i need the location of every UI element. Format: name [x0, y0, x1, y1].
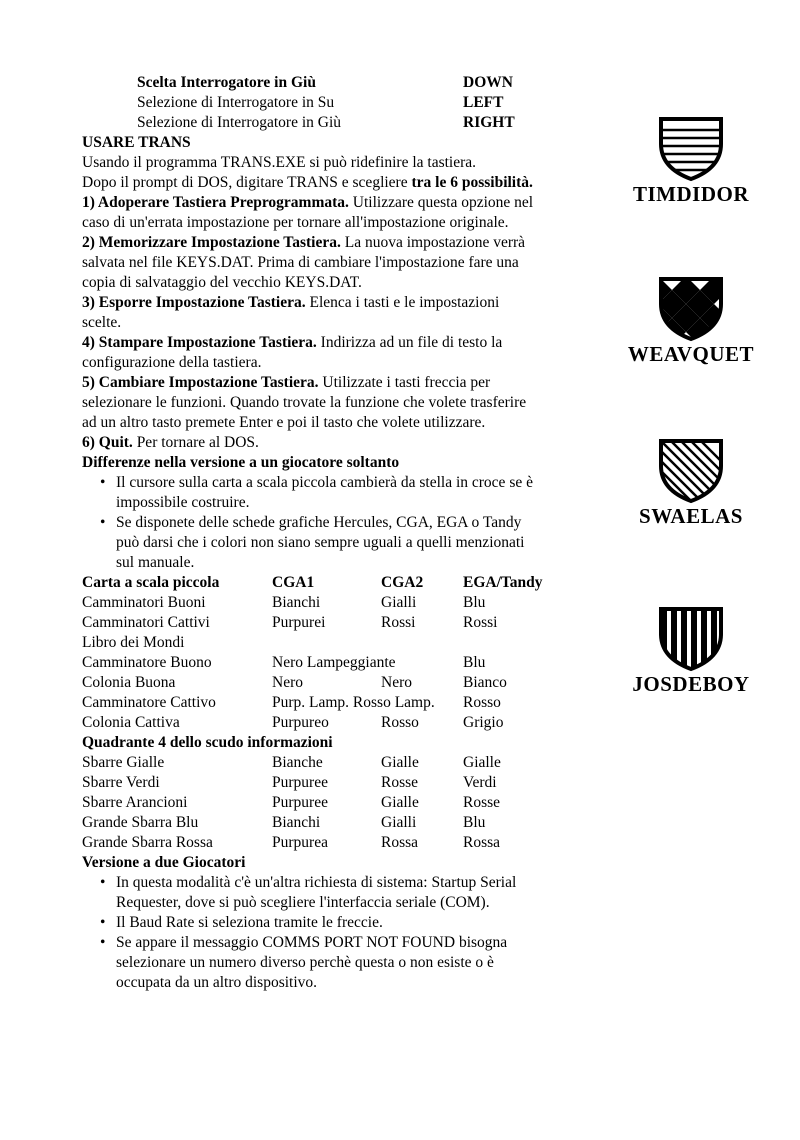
bullet-line: • Se appare il messaggio COMMS PORT NOT FOUND bisogna: [116, 934, 508, 951]
option-title: 4) Stampare Impostazione Tastiera.: [82, 334, 317, 351]
shield-checkered-icon: [658, 276, 724, 342]
table-header: Carta a scala piccola: [82, 574, 220, 591]
shield-horizontal-bars-icon: [658, 116, 724, 182]
bullet-line: • In questa modalità c'è un'altra richiesta di sistema: Startup Serial: [116, 874, 517, 891]
table-cell: Purpuree: [272, 774, 328, 791]
option-text: La nuova impostazione verrà: [344, 234, 526, 251]
key-value: DOWN: [463, 74, 513, 91]
table-cell: Colonia Buona: [82, 674, 176, 691]
table-cell: Grande Sbarra Blu: [82, 814, 199, 831]
table-cell: Gialli: [381, 814, 417, 831]
option-text: Elenca i tasti e le impostazioni: [309, 294, 500, 311]
key-label: Selezione di Interrogatore in Su: [137, 94, 335, 111]
table-row: [82, 773, 501, 793]
table-row: [82, 713, 543, 733]
bullet-line: selezionare un numero diverso perchè questa o non esiste o è: [116, 954, 494, 971]
crest-swaelas: [601, 438, 781, 526]
section-heading-shield: Quadrante 4 dello scudo informazioni: [82, 734, 333, 751]
option-title: 2) Memorizzare Impostazione Tastiera.: [82, 234, 341, 251]
single-bullet-list: [82, 473, 612, 573]
trans-option: [82, 293, 612, 313]
crest-name: JOSDEBOY: [632, 672, 750, 696]
trans-intro-text: Dopo il prompt di DOS, digitare TRANS e scegliere: [82, 174, 412, 191]
table-row: [82, 613, 543, 633]
trans-intro-emphasis: tra le 6 possibilità.: [411, 174, 533, 191]
table-row: [82, 793, 501, 813]
table-cell: Camminatore Buono: [82, 654, 212, 671]
table-cell: Colonia Cattiva: [82, 714, 180, 731]
option-text: configurazione della tastiera.: [82, 354, 262, 371]
table-cell: Camminatori Cattivi: [82, 614, 210, 631]
bullet-line: sul manuale.: [116, 554, 195, 571]
option-text: Utilizzate i tasti freccia per: [322, 374, 491, 391]
option-text: Per tornare al DOS.: [136, 434, 259, 451]
table-cell: Camminatore Cattivo: [82, 694, 216, 711]
manual-page: [82, 73, 612, 993]
trans-option: [82, 193, 612, 213]
option-title: 6) Quit.: [82, 434, 133, 451]
table-row: [82, 653, 543, 673]
table-cell: Sbarre Verdi: [82, 774, 160, 791]
trans-option: [82, 433, 612, 453]
table-cell: Purp. Lamp. Rosso Lamp.: [272, 694, 435, 711]
table-cell: Bianco: [463, 674, 507, 691]
table-cell: Purpurea: [272, 834, 328, 851]
trans-intro-line: [82, 173, 612, 193]
table-cell: Grigio: [463, 714, 504, 731]
shield-diagonal-stripes-icon: [658, 438, 724, 504]
bullet-line: • Il Baud Rate si seleziona tramite le freccie.: [116, 914, 383, 931]
key-label: Selezione di Interrogatore in Giù: [137, 114, 342, 131]
table-cell: Gialli: [381, 594, 417, 611]
table-cell: Gialle: [381, 794, 419, 811]
key-row: [82, 113, 612, 133]
table-cell: Purpureo: [272, 714, 329, 731]
list-item: [82, 913, 612, 933]
crest-weavquet: [601, 276, 781, 364]
key-row: [82, 73, 612, 93]
table-cell: Blu: [463, 814, 486, 831]
table-cell: Sbarre Gialle: [82, 754, 165, 771]
bullet-line: impossibile costruire.: [116, 494, 250, 511]
list-item: [82, 513, 612, 573]
two-player-bullet-list: [82, 873, 612, 993]
table-cell: Purpurei: [272, 614, 326, 631]
shield-vertical-bars-icon: [658, 606, 724, 672]
table-row: [82, 593, 543, 613]
bullet-line: Requester, dove si può scegliere l'interfaccia seriale (COM).: [116, 894, 490, 911]
table-cell: Bianche: [272, 754, 323, 771]
bullet-line: • Se disponete delle schede grafiche Hercules, CGA, EGA o Tandy: [116, 514, 522, 531]
option-text: Utilizzare questa opzione nel: [352, 194, 534, 211]
trans-option: [82, 233, 612, 253]
option-text: scelte.: [82, 314, 122, 331]
table-cell: Nero: [381, 674, 412, 691]
option-text: Indirizza ad un file di testo la: [320, 334, 503, 351]
option-text: selezionare le funzioni. Quando trovate la funzione che volete trasferire: [82, 394, 527, 411]
table-cell: Rossi: [463, 614, 498, 631]
table-cell: Bianchi: [272, 814, 321, 831]
table-cell: Gialle: [381, 754, 419, 771]
table-cell: Rossi: [381, 614, 416, 631]
table-row: [82, 693, 543, 713]
key-row: [82, 93, 612, 113]
table-cell: Rossa: [381, 834, 419, 851]
trans-option: [82, 333, 612, 353]
option-text: salvata nel file KEYS.DAT. Prima di cambiare l'impostazione fare una: [82, 254, 519, 271]
table-row: [82, 753, 501, 773]
option-title: 1) Adoperare Tastiera Preprogrammata.: [82, 194, 349, 211]
bullet-line: • Il cursore sulla carta a scala piccola cambierà da stella in croce se è: [116, 474, 533, 491]
table-cell: Grande Sbarra Rossa: [82, 834, 213, 851]
section-heading-trans: USARE TRANS: [82, 134, 191, 151]
crest-name: SWAELAS: [639, 504, 743, 528]
section-heading-two-player: Versione a due Giocatori: [82, 854, 246, 871]
bullet-line: occupata da un altro dispositivo.: [116, 974, 318, 991]
table-header: CGA1: [272, 574, 315, 591]
section-heading-single: Differenze nella versione a un giocatore soltanto: [82, 454, 400, 471]
key-value: RIGHT: [463, 114, 515, 131]
table-cell: Rosso: [381, 714, 419, 731]
trans-option: [82, 373, 612, 393]
table-cell: Rosso: [463, 694, 501, 711]
option-title: 3) Esporre Impostazione Tastiera.: [82, 294, 306, 311]
crest-name: TIMDIDOR: [632, 182, 749, 206]
table-cell: Blu: [463, 594, 486, 611]
crest-timdidor: [601, 116, 781, 204]
table-row: [82, 813, 501, 833]
trans-intro-line: Usando il programma TRANS.EXE si può ridefinire la tastiera.: [82, 154, 477, 171]
table-cell: Nero: [272, 674, 303, 691]
list-item: [82, 933, 612, 993]
table-cell: Gialle: [463, 754, 501, 771]
key-label: Scelta Interrogatore in Giù: [137, 74, 316, 91]
list-item: [82, 473, 612, 513]
bullet-line: può darsi che i colori non siano sempre uguali a quelli menzionati: [116, 534, 525, 551]
table-cell: Nero Lampeggiante: [272, 654, 396, 671]
table-cell: Sbarre Arancioni: [82, 794, 188, 811]
color-table-map: [82, 573, 543, 733]
table-cell: Rosse: [381, 774, 419, 791]
table-cell: Purpuree: [272, 794, 328, 811]
table-row: [82, 633, 543, 653]
option-text: copia di salvataggio del vecchio KEYS.DAT.: [82, 274, 362, 291]
table-header: CGA2: [381, 574, 424, 591]
key-value: LEFT: [463, 94, 504, 111]
option-text: ad un altro tasto premete Enter e poi il tasto che volete utilizzare.: [82, 414, 486, 431]
list-item: [82, 873, 612, 913]
table-row: [82, 673, 543, 693]
table-cell: Rossa: [463, 834, 501, 851]
table-cell: Blu: [463, 654, 486, 671]
table-header-row: [82, 573, 543, 593]
option-title: 5) Cambiare Impostazione Tastiera.: [82, 374, 319, 391]
crest-name: WEAVQUET: [627, 342, 755, 366]
table-cell: Camminatori Buoni: [82, 594, 206, 611]
color-table-shield: [82, 753, 501, 853]
crest-josdeboy: [601, 606, 781, 694]
table-cell: Bianchi: [272, 594, 321, 611]
option-text: caso di un'errata impostazione per tornare all'impostazione originale.: [82, 214, 509, 231]
table-cell: Rosse: [463, 794, 501, 811]
table-cell: Verdi: [463, 774, 497, 791]
table-row: [82, 833, 501, 853]
table-cell: Libro dei Mondi: [82, 634, 185, 651]
table-header: EGA/Tandy: [463, 574, 543, 591]
